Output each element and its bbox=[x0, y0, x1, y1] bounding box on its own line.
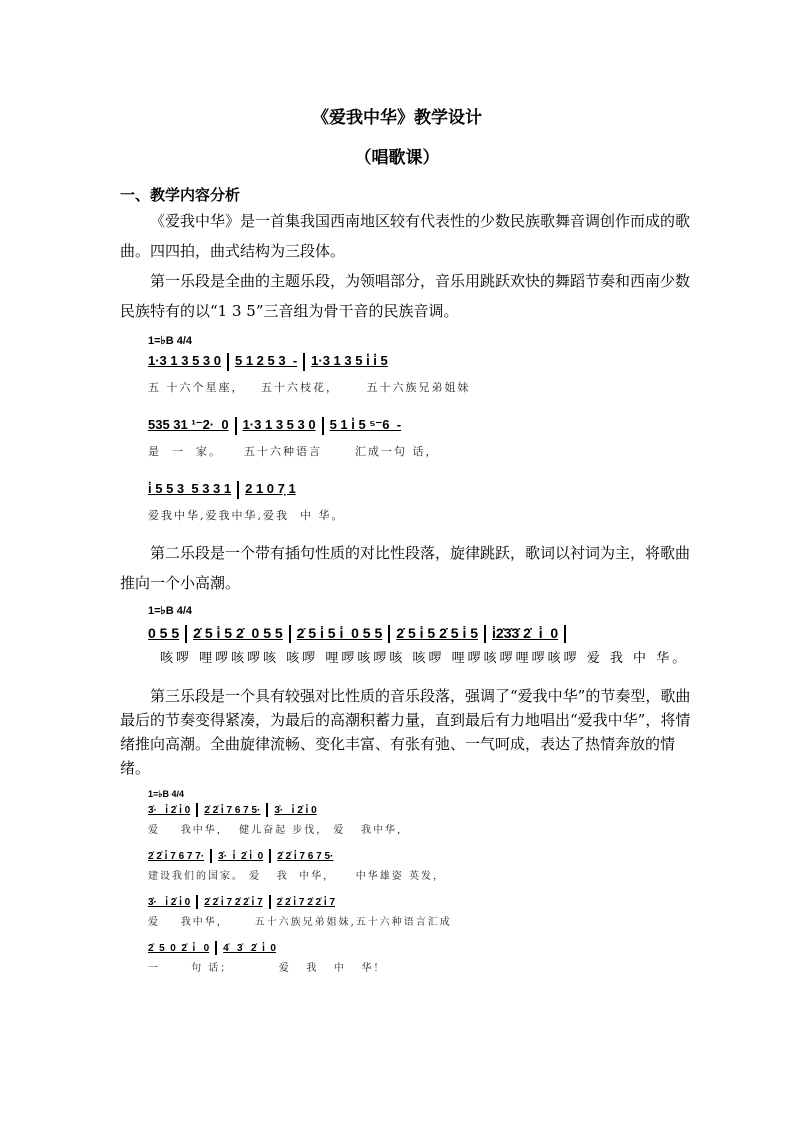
bar-line bbox=[564, 625, 566, 643]
score-line bbox=[148, 894, 794, 930]
bar-line bbox=[237, 481, 239, 499]
measure: 5 1 i̇ 5 ⁵⁻6 - bbox=[329, 417, 402, 432]
measure: 2̇ 2̇ i̇ 7 6 7 5· bbox=[277, 851, 334, 862]
bar-line bbox=[269, 895, 271, 909]
bar-line bbox=[269, 849, 271, 863]
key-signature: 1=♭B 4/4 bbox=[148, 605, 193, 617]
score-line bbox=[148, 802, 794, 838]
bar-line bbox=[196, 895, 198, 909]
measure: 2̇ 2̇ i̇ 7 2̇ 2̇ i̇ 7 bbox=[204, 897, 263, 908]
lyrics-line: 爱 我中华， 五十六族兄弟姐妹,五十六种语言汇成 bbox=[148, 917, 452, 928]
measure: 1·3 1 3 5 3 0 bbox=[148, 353, 221, 368]
notation-line bbox=[148, 478, 794, 500]
score-1 bbox=[148, 334, 794, 524]
paragraph-part1: 第一乐段是全曲的主题乐段，为领唱部分，音乐用跳跃欢快的舞蹈节奏和西南少数民族特有的以“1 3 5”三音组为骨干音的民族音调。 bbox=[120, 272, 691, 320]
score-3 bbox=[148, 788, 794, 976]
measure: 2̇ 5 i̇ 5 2̇ 0 5 5 bbox=[193, 625, 283, 641]
measure: 2̇ 2̇ i̇ 7 6 7 7· bbox=[148, 851, 205, 862]
doc-subtitle: （唱歌课） bbox=[354, 148, 440, 168]
measure: 5 1 2 5 3 - bbox=[235, 353, 298, 368]
doc-title: 《爱我中华》教学设计 bbox=[312, 108, 482, 128]
lyrics-line: 是 一 家。 五十六种语言 汇成一句 话， bbox=[148, 445, 439, 458]
measure: 2 1 0 7̣ 1 bbox=[245, 481, 296, 496]
lyrics-line: 一 句 话； 爱 我 中 华！ bbox=[148, 963, 386, 974]
bar-line bbox=[289, 625, 291, 643]
notation-line bbox=[148, 350, 794, 372]
lyrics-line: 爱 我中华， 健儿奋起 步伐， 爱 我中华， bbox=[148, 825, 409, 836]
measure: i̇ 5 5 3 5 3 3 1 bbox=[148, 481, 232, 496]
bar-line bbox=[215, 941, 217, 955]
measure: 1·3 1 3 5 3 0 bbox=[242, 417, 316, 432]
measure: 535 31 ¹⁻2· 0 bbox=[148, 417, 229, 432]
bar-line bbox=[303, 353, 305, 371]
measure: 3̇· i̇ 2̇ i̇ 0 bbox=[148, 897, 191, 908]
bar-line bbox=[185, 625, 187, 643]
lyrics-line: 建设我们的国家。 爱 我 中华， 中华雄姿 英发， bbox=[148, 871, 445, 882]
paragraph-intro: 《爱我中华》是一首集我国西南地区较有代表性的少数民族歌舞音调创作而成的歌曲。四四拍，曲式结构为三段体。 bbox=[120, 212, 691, 260]
measure: 2̇ 5 i̇ 5 2̇ 5 i̇ 5 bbox=[396, 625, 479, 641]
bar-line bbox=[227, 353, 229, 371]
measure: 0 5 5 bbox=[148, 625, 180, 641]
measure: 1·3 1 3 5 i̇ i̇ 5 bbox=[311, 353, 388, 368]
bar-line bbox=[235, 417, 237, 435]
score-line bbox=[148, 478, 794, 524]
bar-line bbox=[388, 625, 390, 643]
measure: 3̇· i̇ 2̇ i̇ 0 bbox=[148, 805, 191, 816]
score-line bbox=[148, 414, 794, 460]
lyrics-line: 五 十六个星座， 五十六枝花， 五十六族兄弟姐妹 bbox=[148, 381, 471, 394]
score-line bbox=[148, 350, 794, 396]
notation-line bbox=[148, 802, 794, 820]
measure: 2̇ 2̇ i̇ 7 6 7 5· bbox=[204, 805, 261, 816]
score-lines bbox=[148, 802, 794, 976]
bar-line bbox=[266, 803, 268, 817]
section-heading: 一、教学内容分析 bbox=[120, 186, 241, 204]
score-line bbox=[148, 848, 794, 884]
lyrics-line: 咳啰 哩啰咳啰咳 咳啰 哩啰咳啰咳 咳啰 哩啰咳啰哩啰咳啰 爱 我 中 华。 bbox=[160, 651, 689, 666]
notation-line bbox=[148, 414, 794, 436]
bar-line bbox=[484, 625, 486, 643]
paragraph-part2: 第二乐段是一个带有插句性质的对比性段落，旋律跳跃，歌词以衬词为主，将歌曲推向一个小高潮。 bbox=[120, 544, 691, 592]
score-2 bbox=[148, 604, 794, 668]
notation-line bbox=[148, 622, 794, 644]
key-signature: 1=♭B 4/4 bbox=[148, 789, 185, 799]
measure: 3̇· i̇ 2̇ i̇ 0 bbox=[274, 805, 317, 816]
measure: 2̇ 5 0 2̇ i̇ 0 bbox=[148, 943, 210, 954]
bar-line bbox=[196, 803, 198, 817]
lyrics-line: 爱我中华,爱我中华,爱我 中 华。 bbox=[148, 509, 345, 522]
measure: 2̇ 2̇ i̇ 7 2̇ 2̇ i̇ 7 bbox=[276, 897, 335, 908]
score-lines bbox=[148, 350, 794, 524]
notation-line bbox=[148, 848, 794, 866]
paragraph-part3: 第三乐段是一个具有较强对比性质的音乐段落，强调了“爱我中华”的节奏型，歌曲最后的节奏变得紧凑，为最后的高潮积蓄力量，直到最后有力地唱出“爱我中华”，将情绪推向高潮。全曲旋律流畅、变化丰富、有张有弛、一气呵成，表达了热情奔放的情绪。 bbox=[120, 687, 691, 777]
measure: 2̇ 5 i̇ 5 i̇ 0 5 5 bbox=[296, 625, 383, 641]
key-signature: 1=♭B 4/4 bbox=[148, 335, 193, 347]
notation-line bbox=[148, 940, 794, 958]
measure: i̇2̇3̇3̇ 2̇ i̇ 0 bbox=[492, 625, 559, 641]
measure: 4̇ 3̇ 2̇ i̇ 0 bbox=[223, 943, 276, 954]
bar-line bbox=[322, 417, 324, 435]
score-line bbox=[148, 940, 794, 976]
notation-line bbox=[148, 894, 794, 912]
bar-line bbox=[210, 849, 212, 863]
measure: 3̇· i̇ 2̇ i̇ 0 bbox=[218, 851, 264, 862]
